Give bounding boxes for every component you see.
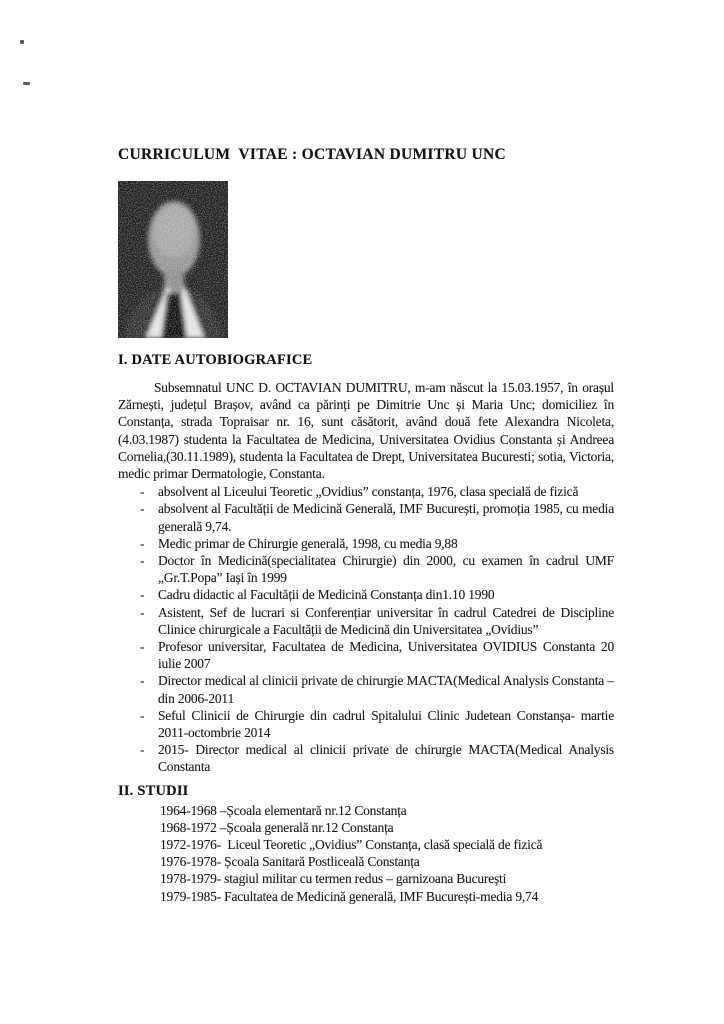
education-line: 1972-1976- Liceul Teoretic „Ovidius” Constanța, clasă specială de fizică bbox=[160, 837, 543, 853]
document-title: CURRICULUM VITAE : OCTAVIAN DUMITRU UNC bbox=[118, 146, 507, 163]
list-item bbox=[118, 586, 614, 603]
list-item bbox=[118, 500, 614, 534]
bullet-text: Cadru didactic al Facultății de Medicină Constanța din1.10 1990 bbox=[158, 587, 495, 603]
bullet-dash: - bbox=[140, 604, 145, 620]
list-item bbox=[118, 672, 614, 706]
bullet-dash: - bbox=[140, 484, 145, 500]
portrait-photo-image bbox=[118, 181, 228, 338]
bullet-dash: - bbox=[140, 639, 145, 655]
bullet-text: Director medical al clinicii private de chirurgie MACTA(Medical Analysis Constanta – din 2006-2011 bbox=[158, 673, 614, 706]
bullet-dash: - bbox=[140, 553, 145, 569]
bullet-text: absolvent al Liceului Teoretic „Ovidius” constanța, 1976, clasa specială de fizică bbox=[158, 484, 579, 500]
bullet-text: 2015- Director medical al clinicii private de chirurgie MACTA(Medical Analysis Constanta bbox=[158, 742, 614, 775]
education-line: 1976-1978- Școala Sanitară Postliceală Constanța bbox=[160, 854, 420, 870]
list-item bbox=[118, 638, 614, 672]
education-line: 1979-1985- Facultatea de Medicină generală, IMF București-media 9,74 bbox=[160, 888, 539, 904]
section-heading-date-autobiografice: I. DATE AUTOBIOGRAFICE bbox=[118, 352, 313, 368]
document-content bbox=[118, 146, 614, 905]
list-item bbox=[118, 741, 614, 775]
bullet-text: Profesor universitar, Facultatea de Medicina, Universitatea OVIDIUS Constanta 20 iulie 2007 bbox=[158, 639, 614, 672]
list-item bbox=[118, 707, 614, 741]
education-line: 1968-1972 –Școala generală nr.12 Constanța bbox=[160, 819, 394, 835]
scan-artifact-mark bbox=[23, 82, 30, 85]
education-list bbox=[118, 802, 614, 905]
bullet-dash: - bbox=[140, 501, 145, 517]
autobiography-paragraph: Subsemnatul UNC D. OCTAVIAN DUMITRU, m-am născut la 15.03.1957, în orașul Zărnești, județul Brașov, având ca părinți pe Dimitrie Unc și Maria Unc; domiciliez în Constanța, strada Topraisar nr. 16, sunt căsătorit, având două fete Alexandra Nicoleta,(4.03.1987) studenta la Facultatea de Medicina, Universitatea Ovidius Constanta și Andreea Cornelia,(30.11.1989), studenta la Facultatea de Drept, Universitatea Bucuresti; sotia, Victoria, medic primar Dermatologie, Constanta. bbox=[118, 380, 614, 482]
scan-artifact-mark bbox=[20, 40, 24, 44]
bullet-text: Asistent, Sef de lucrari si Conferențiar universitar în cadrul Catedrei de Discipline Clinice chirurgicale a Facultății de Medicină din Universitatea „Ovidius” bbox=[158, 604, 614, 637]
bullet-dash: - bbox=[140, 587, 145, 603]
list-item bbox=[118, 535, 614, 552]
bullet-dash: - bbox=[140, 742, 145, 758]
section-heading-studii: II. STUDII bbox=[118, 782, 189, 799]
bullet-dash: - bbox=[140, 535, 145, 551]
bullet-text: Seful Clinicii de Chirurgie din cadrul Spitalului Clinic Judetean Constanșa- martie 2011-octombrie 2014 bbox=[158, 707, 614, 741]
bullet-text: Medic primar de Chirurgie generală, 1998, cu media 9,88 bbox=[158, 535, 458, 551]
list-item bbox=[118, 552, 614, 586]
education-line: 1978-1979- stagiul militar cu termen redus – garnizoana București bbox=[160, 871, 507, 887]
list-item bbox=[118, 604, 614, 638]
bullet-text: Doctor în Medicină(specialitatea Chirurgie) din 2000, cu examen în cadrul UMF „Gr.T.Popa” Iași în 1999 bbox=[158, 553, 614, 586]
bullet-text: absolvent al Facultății de Medicină Generală, IMF București, promoția 1985, cu media generală 9,74. bbox=[158, 501, 614, 534]
career-bullet-list bbox=[118, 483, 614, 775]
education-line: 1964-1968 –Școala elementară nr.12 Constanța bbox=[160, 802, 407, 818]
bullet-dash: - bbox=[140, 707, 145, 723]
bullet-dash: - bbox=[140, 673, 145, 689]
portrait-photo bbox=[118, 181, 228, 338]
list-item bbox=[118, 483, 614, 500]
